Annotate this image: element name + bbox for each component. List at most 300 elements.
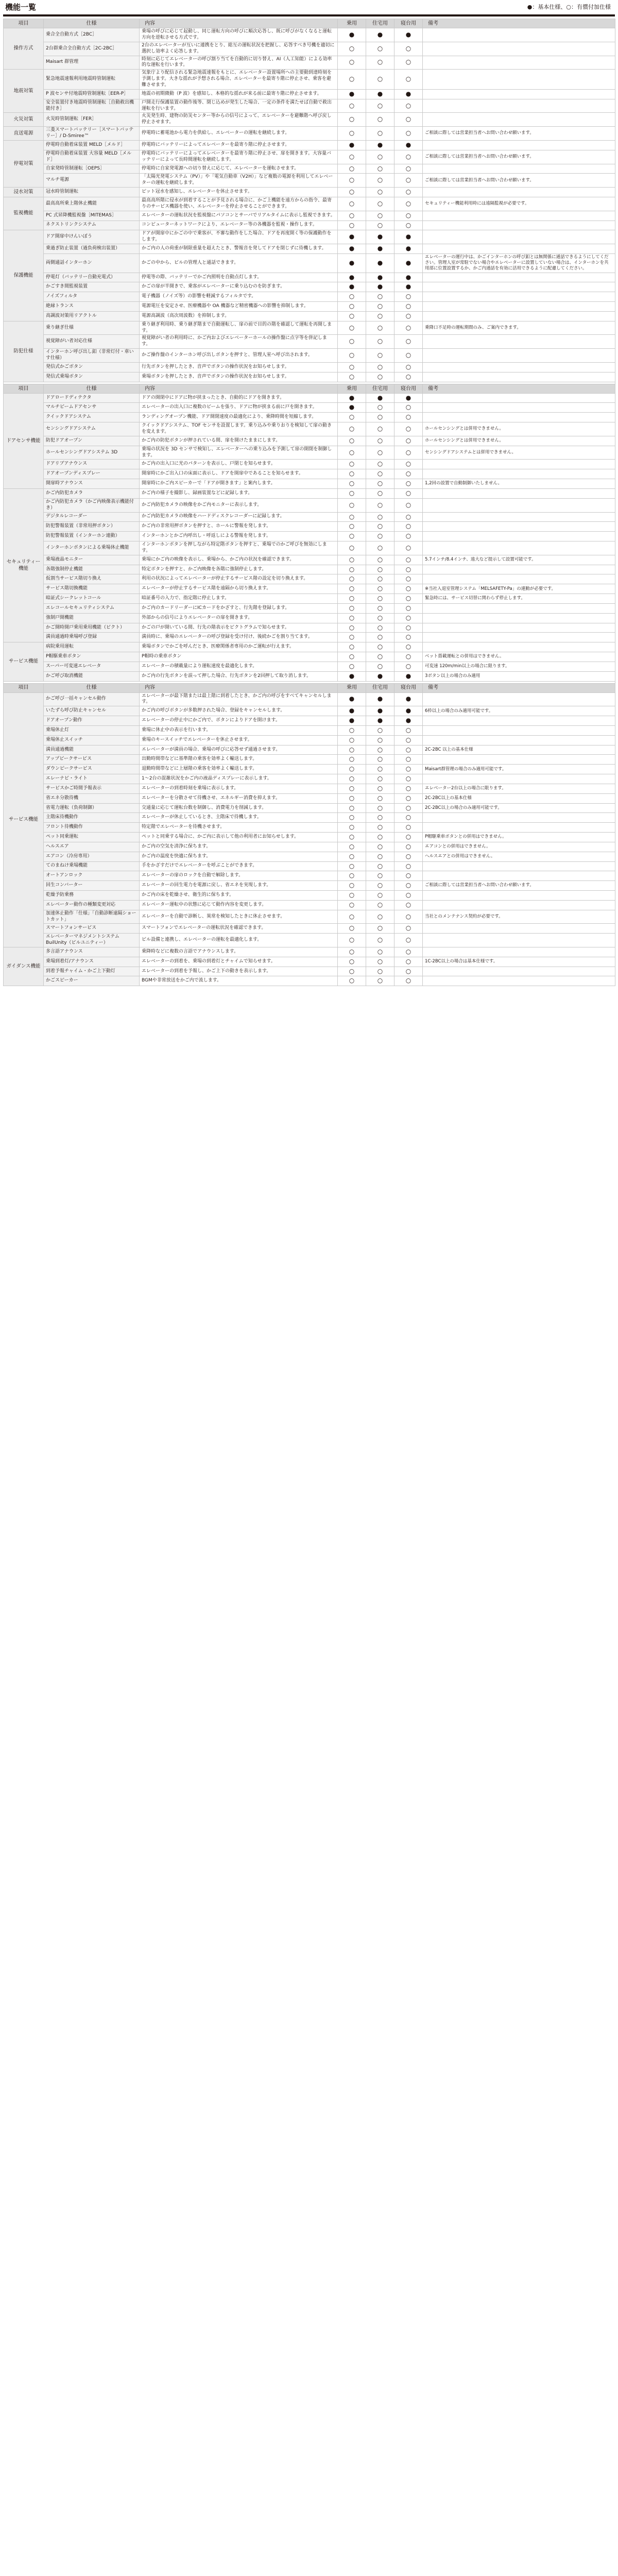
table-row [4,652,615,662]
content-cell: 乗降時などに複数の言語でアナウンスします。 [140,947,338,957]
availability-mark: ○ [338,774,366,784]
spec-name-cell: 視覚障がい者対応仕様 [44,335,140,349]
availability-mark: ○ [366,292,394,302]
availability-mark: ○ [366,349,394,363]
availability-mark: ● [394,244,423,254]
availability-mark: ○ [394,574,423,584]
content-cell: ランディングオープン機能、ドア開閉速度の最適化により、乗降時間を短縮します。 [140,413,338,422]
spec-name-cell: サービス階切換機能 [44,584,140,594]
spec-name-cell: いたずら呼び防止キャンセル [44,706,140,716]
table-row [4,230,615,244]
availability-mark: ○ [338,613,366,623]
availability-mark: ○ [394,197,423,211]
availability-mark: ○ [338,861,366,871]
content-cell: 電子機器（ノイズ等）の影響を軽減するフィルタです。 [140,292,338,302]
availability-mark: ○ [366,446,394,460]
notes-cell [423,164,615,174]
availability-mark: ○ [394,532,423,541]
availability-mark: ○ [338,633,366,642]
availability-mark: ● [338,282,366,292]
spec-name-cell: マルチビームドアセンサ [44,403,140,413]
content-cell: かご内の非常用押ボタンを押すと、ホールに警報を発します。 [140,522,338,532]
availability-mark: ○ [338,823,366,833]
col-residential-header: 住宅用 [366,19,394,28]
table-row [4,957,615,967]
content-cell: 退勤時間帯などに上層階の乗客を効率よく輸送します。 [140,765,338,774]
availability-mark: ○ [394,292,423,302]
content-cell: 乗場ボタンを押したとき、音声でボタンの操作状況をお知らせします。 [140,372,338,382]
availability-mark: ○ [338,174,366,188]
availability-mark: ○ [366,823,394,833]
availability-mark: ● [338,716,366,726]
notes-cell: 当社とのメンテナンス契約が必要です。 [423,910,615,924]
content-cell: 乗場の状況を 3D センサで検知し、エレベーターへの乗り込みを予測して扉の開閉を制御します。 [140,446,338,460]
table-row [4,403,615,413]
availability-mark: ○ [338,900,366,910]
availability-mark: ○ [394,813,423,823]
content-cell: エレベーターの停止中にかご内で、ボタンによりドアを開けます。 [140,716,338,726]
content-cell: ドアが開扉中にかごの中で乗客が、不審な動作をした場合、ドアを再度開く等の保護動作をします。 [140,230,338,244]
content-cell: かご内の呼びボタンが多数押された場合、登録をキャンセルします。 [140,706,338,716]
spec-name-cell: ホールセンシングドアシステム 3D [44,446,140,460]
spec-name-cell: ペット同乗運転 [44,833,140,842]
spec-name-cell: 満員通過機能 [44,745,140,755]
availability-mark: ○ [394,623,423,633]
table-row [4,512,615,522]
availability-mark: ○ [338,976,366,986]
availability-mark: ○ [366,211,394,221]
notes-cell: ご相談に際しては営業担当者へお問い合わせ願います。 [423,174,615,188]
legend: ●：基本仕様、○：有償付加仕様 [527,4,611,10]
availability-mark: ○ [366,99,394,113]
spec-table [3,19,615,986]
content-cell: 利用の状況によってエレベーターが停止するサービス階の設定を切り換えます。 [140,574,338,584]
availability-mark: ● [394,393,423,403]
availability-mark: ● [366,671,394,681]
notes-cell [423,498,615,512]
availability-mark: ○ [366,774,394,784]
notes-cell [423,70,615,90]
content-cell: かごの中から、ビルの管理人と通話できます。 [140,253,338,273]
spec-name-cell: インターホン呼び出し釦（非常灯付・車いす仕様） [44,349,140,363]
table-row [4,422,615,436]
notes-cell: 5.7インチ/8.4インチ、遠大など提示して設置可能です。 [423,555,615,565]
notes-cell: センシングドアシステムとは併用できません。 [423,446,615,460]
availability-mark: ● [366,89,394,99]
availability-mark: ○ [394,765,423,774]
availability-mark: ○ [366,910,394,924]
content-cell: 2台のエレベーターが互いに連携をとり、総互の運転状況を把握し、応答すべき号機を適切に選択し効率よく応答します。 [140,42,338,56]
content-cell: かご内防犯カメラの映像をかご内モニターに表示します。 [140,498,338,512]
notes-cell [423,603,615,613]
table-row [4,735,615,745]
availability-mark: ○ [394,642,423,652]
spec-name-cell: P 波センサ付地震時管制運転［EER-P］ [44,89,140,99]
table-row [4,541,615,555]
availability-mark: ○ [338,652,366,662]
content-cell: エレベーターが最下階または最上階に到着したとき、かご内の呼びをすべてキャンセルします。 [140,692,338,706]
content-cell: 「太陽光発電システム（PV）」や「電気自動車（V2H）」など複数の電源を利用してエレベーターの運転を継続します。 [140,174,338,188]
notes-cell [423,774,615,784]
content-cell: 戸開走行保護装置の動作後等、閉じ込めが発生した場合、一定の条件を満たせば自動で救出運転を行います。 [140,99,338,113]
availability-mark: ○ [394,755,423,765]
availability-mark: ○ [394,469,423,479]
notes-cell [423,349,615,363]
notes-cell: ヘルスエアとの併用はできません。 [423,852,615,861]
spec-name-cell: ドア開扉中けんいぼう [44,230,140,244]
notes-cell [423,372,615,382]
availability-mark: ● [366,244,394,254]
spec-name-cell: ノイズフィルタ [44,292,140,302]
table-row [4,469,615,479]
content-cell: 特定階でエレベーターを待機させます。 [140,823,338,833]
availability-mark: ○ [394,403,423,413]
availability-mark: ○ [366,221,394,230]
availability-mark: ○ [366,565,394,574]
availability-mark: ● [366,706,394,716]
notes-cell [423,813,615,823]
table-row [4,460,615,469]
spec-name-cell: エレーナビ・ライト [44,774,140,784]
availability-mark: ○ [338,852,366,861]
content-cell: インターホンボタンを押しながら特定階ボタンを押すと、乗場でのかご呼びを無効にします。 [140,541,338,555]
col-notes-header: 備考 [423,683,615,692]
table-row [4,393,615,403]
availability-mark: ○ [338,164,366,174]
availability-mark: ○ [394,652,423,662]
availability-mark: ○ [338,479,366,489]
table-header-row [4,19,615,28]
availability-mark: ● [394,253,423,273]
content-cell: エレベーターを自動で診断し、異常を検知したときに休止させます。 [140,910,338,924]
notes-cell [423,413,615,422]
spec-name-cell: 開扉時アナウンス [44,479,140,489]
spec-name-cell: アップピークサービス [44,755,140,765]
table-row [4,613,615,623]
availability-mark: ○ [338,302,366,312]
availability-mark: ○ [394,70,423,90]
availability-mark: ○ [394,188,423,197]
availability-mark: ● [394,692,423,706]
table-row [4,321,615,335]
table-row [4,436,615,446]
availability-mark: ○ [366,362,394,372]
availability-mark: ○ [338,522,366,532]
notes-cell [423,613,615,623]
spec-name-cell: 省電力運転（負荷制御） [44,803,140,813]
availability-mark: ○ [366,900,394,910]
table-row [4,362,615,372]
availability-mark: ● [366,28,394,42]
table-row [4,174,615,188]
table-row [4,623,615,633]
notes-cell: セキュリティー機能利用時には遠隔監視が必要です。 [423,197,615,211]
notes-cell [423,42,615,56]
availability-mark: ○ [338,803,366,813]
availability-mark: ○ [366,861,394,871]
availability-mark: ○ [338,127,366,141]
spec-name-cell: てのまねけ乗場機能 [44,861,140,871]
col-bed-header: 寝台用 [394,19,423,28]
notes-cell: ホールセンシングとは併用できません。 [423,422,615,436]
availability-mark: ○ [338,910,366,924]
availability-mark: ○ [338,934,366,947]
availability-mark: ○ [366,735,394,745]
spec-name-cell: 自家発時管制運転［OEPS］ [44,164,140,174]
table-row [4,842,615,852]
content-cell: 停電時に自家発電源への切り替えに応じて、エレベーターを運転させます。 [140,164,338,174]
content-cell: 停電時にバッテリーによってエレベーターを最寄り階に停止させ、扉を開きます。大容量バッテリーによって長時間運転を継続します。 [140,150,338,164]
table-row [4,833,615,842]
col-passenger-header: 乗用 [338,19,366,28]
availability-mark: ○ [394,460,423,469]
spec-name-cell: 仮割当サービス階切り換え [44,574,140,584]
content-cell: エレベーター運転中の状態に応じて動作内容を変更します。 [140,900,338,910]
notes-cell [423,113,615,127]
content-cell: かごの戸が開いている間、行先の階表示をピクトグラムで知らせます。 [140,623,338,633]
availability-mark: ○ [366,555,394,565]
content-cell: エレベーターの到着を予報し、かご上下の動きを表示します。 [140,967,338,976]
spec-name-cell: 防犯警報装置（非常用押ボタン） [44,522,140,532]
spec-name-cell: エレベーター動作の種類変更対応 [44,900,140,910]
content-cell: エレベーターが停止するサービス階を遠隔から切り換えます。 [140,584,338,594]
spec-name-cell: Maisart 群管理 [44,56,140,70]
notes-cell [423,755,615,765]
availability-mark: ○ [366,311,394,321]
category-cell: 直送電源 [4,127,44,141]
content-cell: 開扉時にかご内スピーカーで「ドアが開きます」と案内します。 [140,479,338,489]
col-notes-header: 備考 [423,19,615,28]
availability-mark: ● [338,140,366,150]
spec-name-cell: かごすき間監視装置 [44,282,140,292]
availability-mark: ○ [394,871,423,881]
content-cell: かご内の出入口に光のパターンを表示し、戸閉じを知らせます。 [140,460,338,469]
availability-mark: ○ [366,479,394,489]
availability-mark: ○ [338,532,366,541]
notes-cell [423,967,615,976]
availability-mark: ○ [338,555,366,565]
notes-cell: 2C-2BC 以上の基本仕様 [423,745,615,755]
content-cell: エレベーターの積載量により運転速度を最適化します。 [140,662,338,671]
availability-mark: ○ [366,725,394,735]
notes-cell [423,924,615,934]
spec-name-cell: 乗過ぎ防止装置（過負荷検出装置） [44,244,140,254]
availability-mark: ○ [338,642,366,652]
table-row [4,861,615,871]
availability-mark: ○ [394,803,423,813]
table-row [4,900,615,910]
category-cell: 保護機能 [4,230,44,321]
table-row [4,813,615,823]
availability-mark: ○ [366,633,394,642]
availability-mark: ○ [394,422,423,436]
availability-mark: ○ [366,574,394,584]
availability-mark: ○ [366,881,394,891]
notes-cell [423,302,615,312]
content-cell: エレベーターが満員の場合、乗場の呼びに応答せず通過させます。 [140,745,338,755]
table-row [4,871,615,881]
table-row [4,302,615,312]
availability-mark: ○ [366,957,394,967]
availability-mark: ○ [394,522,423,532]
availability-mark: ○ [366,174,394,188]
notes-cell [423,532,615,541]
availability-mark: ○ [366,793,394,803]
content-cell: かご内のカードリーダーにICカードをかざすと、行先階を登録します。 [140,603,338,613]
availability-mark: ○ [338,446,366,460]
content-cell: 停電等の際、バッテリーでかご内照明を自動点灯します。 [140,273,338,282]
col-content-header: 内容 [140,683,338,692]
table-row [4,594,615,604]
availability-mark: ○ [366,460,394,469]
table-row [4,671,615,681]
availability-mark: ● [338,403,366,413]
content-cell: エレベーターの到着を、乗場の到着灯とチャイムで知らせます。 [140,957,338,967]
availability-mark: ○ [394,413,423,422]
table-row [4,924,615,934]
availability-mark: ○ [394,957,423,967]
content-cell: かご内の温度を快適に保ちます。 [140,852,338,861]
notes-cell: 6枠以上の場合のみ適用可能です。 [423,706,615,716]
spec-name-cell: 病院乗用運転 [44,642,140,652]
availability-mark: ○ [366,594,394,604]
content-cell: エレベーターの出入口に複数のビームを張り、ドアに物が挟まる前に戸を開きます。 [140,403,338,413]
table-row [4,282,615,292]
table-row [4,42,615,56]
notes-cell [423,292,615,302]
notes-cell [423,541,615,555]
availability-mark: ● [394,273,423,282]
category-cell: 防犯仕様 [4,321,44,382]
table-row [4,706,615,716]
col-category-header: 項目 [4,384,44,393]
availability-mark: ○ [394,42,423,56]
availability-mark: ○ [394,947,423,957]
availability-mark: ● [338,28,366,42]
content-cell: 最高高所階に侵水が到着することが予見される場合に、かご上機能を遠方からの指令、最寄りのサービス機器を使い、エレベーターを停止させることができます。 [140,197,338,211]
availability-mark: ○ [338,793,366,803]
notes-cell [423,211,615,221]
table-row [4,89,615,99]
col-passenger-header: 乗用 [338,683,366,692]
availability-mark: ○ [366,833,394,842]
content-cell: 行先ボタンを押したとき、音声でボタンの操作状況をお知らせします。 [140,362,338,372]
spec-name-cell: 停電時自動着床装置 大容量 MELD［メルド］ [44,150,140,164]
availability-mark: ○ [338,833,366,842]
availability-mark: ○ [394,900,423,910]
availability-mark: ● [394,230,423,244]
content-cell: かご内の行先ボタンを誤って押した場合、行先ボタンを2回押して取り消します。 [140,671,338,681]
content-cell: エレベーターの運転状況を監視盤にパソコンとサーバでリアルタイムに表示し監視できます。 [140,211,338,221]
notes-cell [423,633,615,642]
table-row [4,140,615,150]
spec-name-cell: ドアリブアナウンス [44,460,140,469]
notes-cell: ご相談に際しては営業担当者へお問い合わせ願います。 [423,127,615,141]
availability-mark: ○ [338,188,366,197]
table-row [4,692,615,706]
availability-mark: ○ [338,362,366,372]
notes-cell: エアコンとの併用はできません。 [423,842,615,852]
availability-mark: ○ [366,924,394,934]
availability-mark: ○ [366,42,394,56]
availability-mark: ○ [338,150,366,164]
spec-name-cell: 2台群乗合全自動方式［2C-2BC］ [44,42,140,56]
table-row [4,976,615,986]
notes-cell: ホールセンシングとは併用できません。 [423,436,615,446]
notes-cell [423,89,615,99]
category-cell: 監視機能 [4,197,44,230]
availability-mark: ○ [366,498,394,512]
table-row [4,565,615,574]
availability-mark: ○ [338,813,366,823]
col-notes-header: 備考 [423,384,615,393]
content-cell: ドアの開閉中にドアに物が挟まったとき、自動的にドアを開きます。 [140,393,338,403]
content-cell: クイックドアシステム、TOF センサを設置します。乗り込みや乗りおりを検知して扉の動きを変えます。 [140,422,338,436]
availability-mark: ● [366,393,394,403]
table-row [4,784,615,793]
content-cell: 乗場にかご内の映像を表示し、乗場から、かご内の状況を確認できます。 [140,555,338,565]
table-row [4,774,615,784]
availability-mark: ● [338,273,366,282]
availability-mark: ○ [366,871,394,881]
availability-mark: ● [394,706,423,716]
category-cell: ガイダンス機能 [4,947,44,986]
spec-name-cell: 強制戸開機能 [44,613,140,623]
availability-mark: ○ [394,479,423,489]
availability-mark: ○ [394,890,423,900]
availability-mark: ○ [394,881,423,891]
availability-mark: ○ [338,413,366,422]
table-row [4,70,615,90]
availability-mark: ○ [338,221,366,230]
table-row [4,211,615,221]
availability-mark: ○ [394,498,423,512]
spec-name-cell: 高調波対策用リアクトル [44,311,140,321]
availability-mark: ○ [394,842,423,852]
table-row [4,292,615,302]
spec-name-cell: ネクストリンクシステム [44,221,140,230]
availability-mark: ○ [338,662,366,671]
table-row [4,603,615,613]
notes-cell [423,488,615,498]
availability-mark: ○ [394,127,423,141]
notes-cell: エレベーターの運行中は、かごインターホンの呼び釦とは無関係に通話できるようにしてください。管理人室が常駐でない場合やエレベーターに設置していない場合は、インターホンを共用部に位置設置するか、かご内通話を有効に活用できるように配慮してください。 [423,253,615,273]
content-cell: エレベーターの回生電力を電源に戻し、省エネを実現します。 [140,881,338,891]
notes-cell [423,976,615,986]
table-row [4,967,615,976]
notes-cell [423,823,615,833]
table-row [4,584,615,594]
content-cell: 乗場ボタンでかごを呼んだとき、医療関係者専用のかご運転が行えます。 [140,642,338,652]
spec-name-cell: かご呼び一括キャンセル動作 [44,692,140,706]
availability-mark: ○ [366,532,394,541]
content-cell: 特定ボタンを押すと、かご内映像を各階に強制停止します。 [140,565,338,574]
notes-cell [423,871,615,881]
notes-cell [423,56,615,70]
table-row [4,349,615,363]
spec-name-cell: ドアオープンディスプレー [44,469,140,479]
table-row [4,188,615,197]
availability-mark: ○ [366,512,394,522]
availability-mark: ○ [366,127,394,141]
availability-mark: ○ [366,803,394,813]
notes-cell: エレベーター2台以上の場合に限ります。 [423,784,615,793]
availability-mark: ○ [366,642,394,652]
content-cell: 交通量に応じて運転台数を制御し、消費電力を削減します。 [140,803,338,813]
col-spec-header: 仕様 [44,683,140,692]
spec-name-cell: 両側通話インターホン [44,253,140,273]
notes-cell [423,861,615,871]
